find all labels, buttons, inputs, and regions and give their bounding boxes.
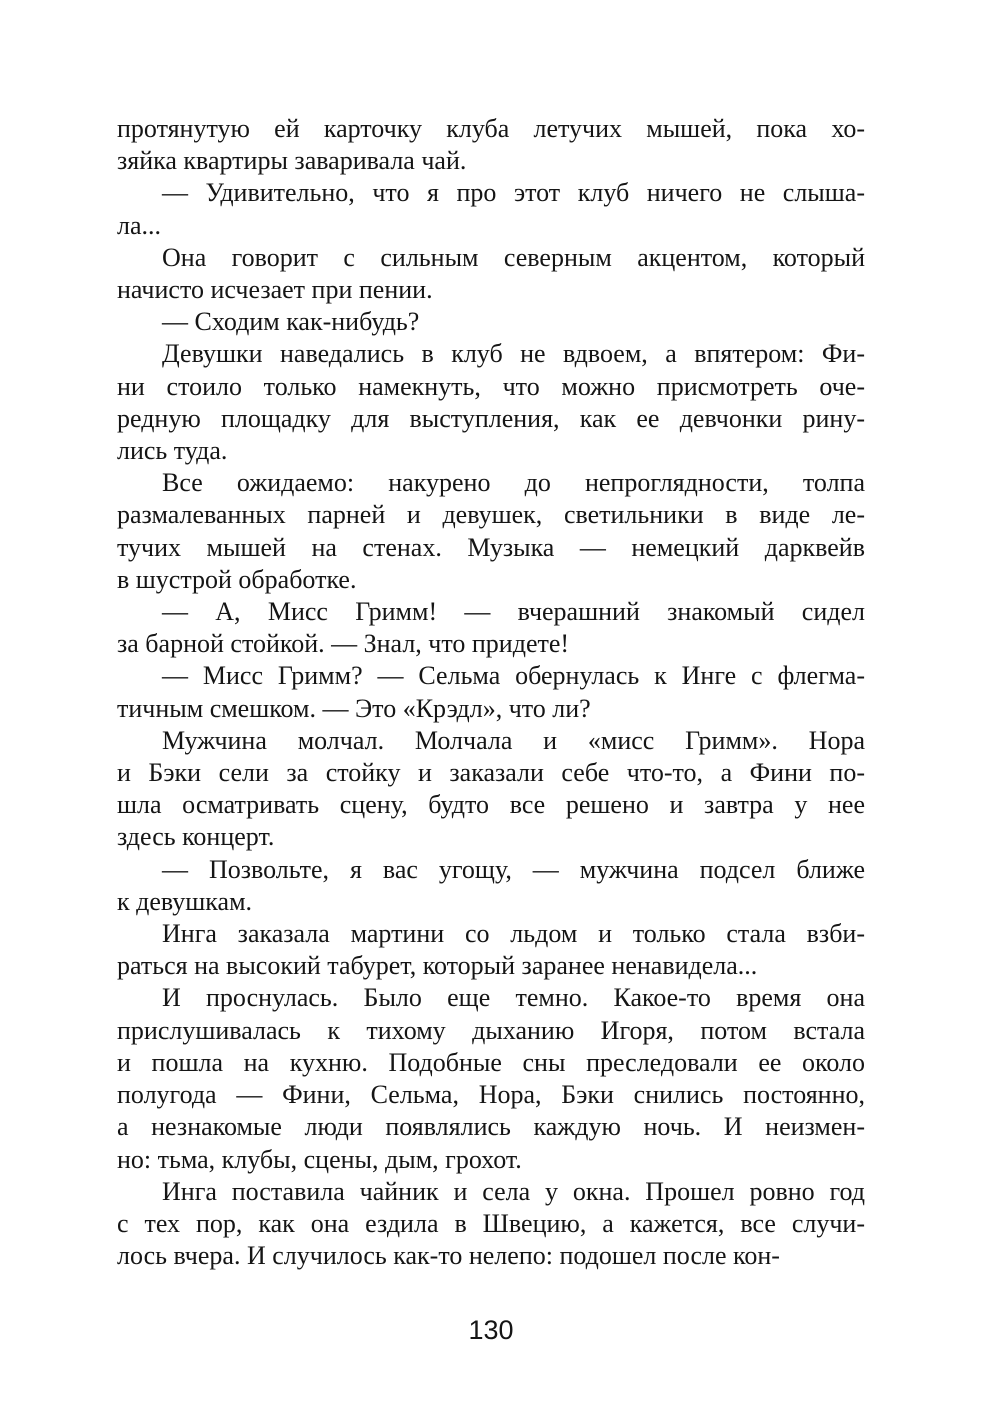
text-line: Она говорит с сильным северным акцентом, который (162, 242, 865, 272)
text-line: но: тьма, клубы, сцены, дым, грохот. (117, 1144, 522, 1174)
paragraph (117, 113, 865, 177)
text-line: тичным смешком. — Это «Крэдл», что ли? (117, 693, 591, 723)
text-line: в шустрой обработке. (117, 564, 357, 594)
paragraph (117, 725, 865, 854)
paragraph (117, 306, 865, 338)
text-line: — Позвольте, я вас угощу, — мужчина подсел ближе (162, 854, 865, 884)
paragraph (117, 1176, 865, 1273)
text-line: а незнакомые люди появлялись каждую ночь. И неизмен- (117, 1112, 865, 1142)
paragraph (117, 854, 865, 918)
text-line: с тех пор, как она ездила в Швецию, а кажется, все случи- (117, 1208, 865, 1238)
paragraph (117, 660, 865, 724)
text-line: ла... (117, 210, 162, 240)
text-line: здесь концерт. (117, 822, 275, 852)
text-line: И проснулась. Было еще темно. Какое-то время она (162, 983, 865, 1013)
text-line: редную площадку для выступления, как ее девчонки рину- (117, 403, 865, 433)
text-line: и Бэки сели за стойку и заказали себе что-то, а Фини по- (117, 758, 865, 788)
text-line: размалеванных парней и девушек, светильники в виде ле- (117, 500, 865, 530)
paragraph (117, 177, 865, 241)
text-line: Все ожидаемо: накурено до непроглядности, толпа (162, 468, 865, 498)
text-line: протянутую ей карточку клуба летучих мышей, пока хо- (117, 114, 865, 143)
text-line: лось вчера. И случилось как-то нелепо: подошел после кон- (117, 1241, 780, 1271)
text-line: — А, Мисс Гримм! — вчерашний знакомый сидел (162, 597, 865, 627)
text-line: зяйка квартиры заваривала чай. (117, 146, 467, 176)
page-number: 130 (468, 1315, 514, 1345)
text-line: — Мисс Гримм? — Сельма обернулась к Инге с флегма- (162, 661, 865, 691)
paragraph (117, 596, 865, 660)
page-text (117, 113, 865, 1272)
text-line: Мужчина молчал. Молчала и «мисс Гримм». Нора (162, 725, 865, 755)
text-line: и пошла на кухню. Подобные сны преследовали ее около (117, 1047, 865, 1077)
text-line: прислушивалась к тихому дыханию Игоря, потом встала (117, 1015, 865, 1045)
paragraph (117, 982, 865, 1175)
paragraph (117, 918, 865, 982)
text-line: — Сходим как-нибудь? (162, 307, 420, 337)
text-line: шла осматривать сцену, будто все решено и завтра у нее (117, 790, 865, 820)
text-line: Инга поставила чайник и села у окна. Прошел ровно год (162, 1176, 865, 1206)
text-line: Инга заказала мартини со льдом и только стала взби- (162, 919, 865, 949)
text-line: раться на высокий табурет, который заранее ненавидела... (117, 951, 758, 981)
text-line: тучих мышей на стенах. Музыка — немецкий дарквейв (117, 532, 865, 562)
text-line: полугода — Фини, Сельма, Нора, Бэки снились постоянно, (117, 1080, 865, 1110)
text-line: — Удивительно, что я про этот клуб ничего не слыша- (162, 178, 865, 208)
text-line: лись туда. (117, 436, 228, 466)
paragraph (117, 338, 865, 467)
text-line: к девушкам. (117, 886, 253, 916)
text-line: Девушки наведались в клуб не вдвоем, а впятером: Фи- (162, 339, 865, 369)
paragraph (117, 242, 865, 306)
text-line: начисто исчезает при пении. (117, 275, 433, 305)
paragraph (117, 467, 865, 596)
text-line: ни стоило только намекнуть, что можно присмотреть оче- (117, 371, 865, 401)
text-line: за барной стойкой. — Знал, что придете! (117, 629, 570, 659)
